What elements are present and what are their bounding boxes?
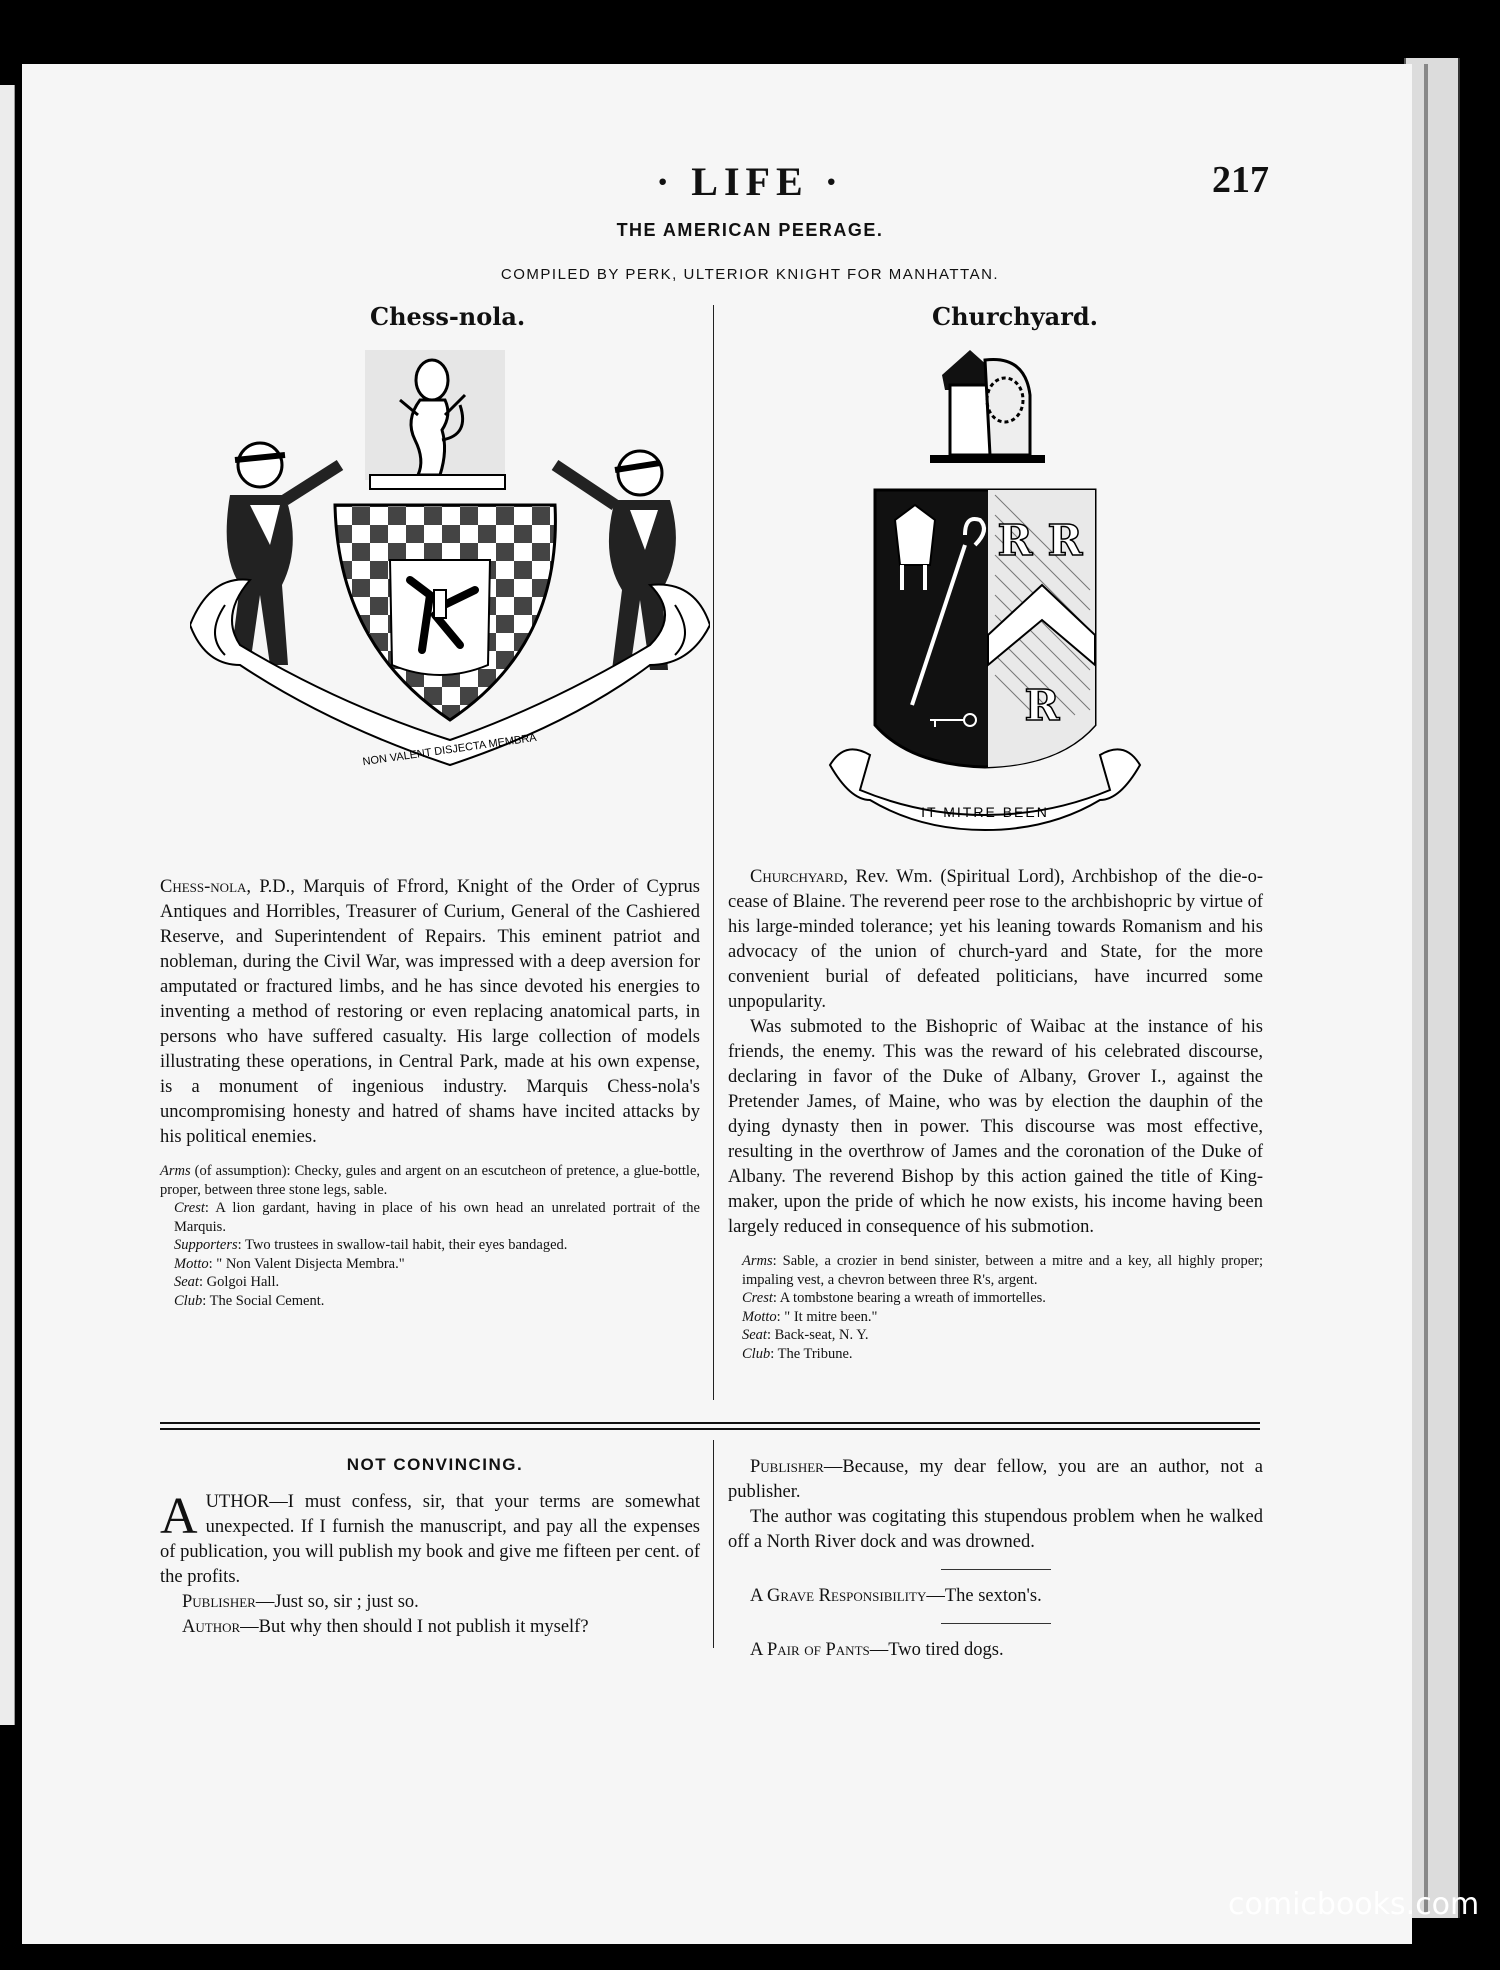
page-stack-edge (1404, 58, 1460, 1918)
not-convincing-left: AUTHOR—I must confess, sir, that your terms are somewhat unexpected. If I furnish the manuscript, and pay all the expenses of publication, you will publish my book and give me fifteen per cent. of the profits. Publisher—Just so, sir ; just so. Author—But why then should I not publish it myself? (160, 1488, 700, 1637)
joke-grave-responsibility: A Grave Responsibility—The sexton's. (750, 1586, 1042, 1606)
watermark: comicbooks.com (1228, 1887, 1480, 1922)
chessnola-name: Chess-nola (160, 877, 247, 897)
churchyard-coat-of-arms (820, 345, 1150, 855)
shield-letter-1: R (997, 516, 1033, 565)
chessnola-heraldry: Arms (of assumption): Checky, gules and argent on an escutcheon of pretence, a glue-bottle, proper, between three stone legs, sable. Crest: A lion gardant, having in place of his own head an unrelated portrait of the Marquis. Supporters: Two trustees in swallow-tail habit, their eyes bandaged. Motto: " Non Valent Disjecta Membra." Seat: Golgoi Hall. Club: The Social Cement. (160, 1163, 701, 1309)
left-motto-scroll: NON VALENT DISJECTA MEMBRA (361, 731, 538, 769)
chessnola-body: , P.D., Marquis of Ffrord, Knight of the Order of Cyprus Antiques and Horribles, Treasurer of Curium, General of the Cashiered Reserve, and Superintendent of Repairs. This eminent patriot and nobleman, during the Civil War, was impressed with a deep aversion for amputated or fractured limbs, and he has since devoted his energies to inventing a method of restoring or even replacing anatomical parts, in persons who have suffered casualty. His large collection of models illustrating these operations, in Central Park, made at his own expense, is a monument of ingenious industry. Marquis Chess-nola's uncompromising honesty and hatred of shams have incited attacks by his political enemies. (160, 877, 700, 1147)
left-page-spine (0, 85, 15, 1725)
churchyard-name: Churchyard (750, 867, 844, 887)
page-number: 217 (1212, 159, 1269, 201)
churchyard-heraldry: Arms: Sable, a crozier in bend sinister, between a mitre and a key, all highly proper; impaling vest, a chevron between three R's, argent. Crest: A tombstone bearing a wreath of immortelles. Motto: " It mitre been." Seat: Back-seat, N. Y. Club: The Tribune. (742, 1253, 1263, 1362)
churchyard-body: , Rev. Wm. (Spiritual Lord), Archbishop of the die-o-cease of Blaine. The reverend peer rose to the archbishopric by virtue of his large-minded tolerance; yet his leaning towards Romanism and his advocacy of the union of church-yard and State, for the more convenient burial of defeated politicians, have incurred some unpopularity. (728, 867, 1263, 1012)
masthead-title: · LIFE · (655, 159, 845, 204)
section-rule-top (160, 1422, 1260, 1424)
not-convincing-right: Publisher—Because, my dear fellow, you are an author, not a publisher. The author was cogitating this stupendous problem when he walked off a North River dock and was drowned. A Grave Responsibility—The sexton's. A Pair of Pants—Two tired dogs. (728, 1455, 1263, 1663)
right-motto-scroll: IT MITRE BEEN (921, 804, 1049, 820)
churchyard-body-2: Was submoted to the Bishopric of Waibac at the instance of his friends, the enemy. This was the reward of his celebrated discourse, declaring in favor of the Duke of Albany, Grover I., against the Pretender James, of Maine, who was by election the dauphin of the dying dynasty then in power. This discourse was most effective, resulting in the overthrow of James and the coronation of the Duke of Albany. The reverend Bishop by this action gained the title of King-maker, upon the pride of which he now exists, his income having been largely reduced in consequence of his submotion. (728, 1017, 1263, 1237)
joke-divider-2 (941, 1623, 1051, 1624)
bottom-column-divider (713, 1440, 714, 1648)
chessnola-entry (160, 875, 700, 1310)
not-convincing-title: NOT CONVINCING. (346, 1455, 524, 1474)
joke-pair-of-pants: A Pair of Pants—Two tired dogs. (750, 1640, 1004, 1660)
left-column-heading: Chess-nola. (370, 302, 526, 331)
article-byline: COMPILED BY PERK, ULTERIOR KNIGHT FOR MANHATTAN. (500, 266, 1000, 283)
shield-letter-2: R (1047, 516, 1083, 565)
churchyard-entry (728, 865, 1263, 1363)
shield-letter-3: R (1024, 681, 1060, 730)
right-column-heading: Churchyard. (932, 302, 1098, 331)
column-divider (713, 305, 714, 1400)
chessnola-coat-of-arms (190, 345, 710, 845)
joke-divider (941, 1569, 1051, 1570)
article-headline: THE AMERICAN PEERAGE. (616, 220, 884, 240)
drop-cap: A (160, 1488, 198, 1545)
left-trustee-supporter-icon (227, 443, 340, 665)
page-stack-line (1424, 64, 1428, 1914)
section-rule-bottom (160, 1428, 1260, 1430)
tombstone-crest-icon (930, 350, 1045, 463)
